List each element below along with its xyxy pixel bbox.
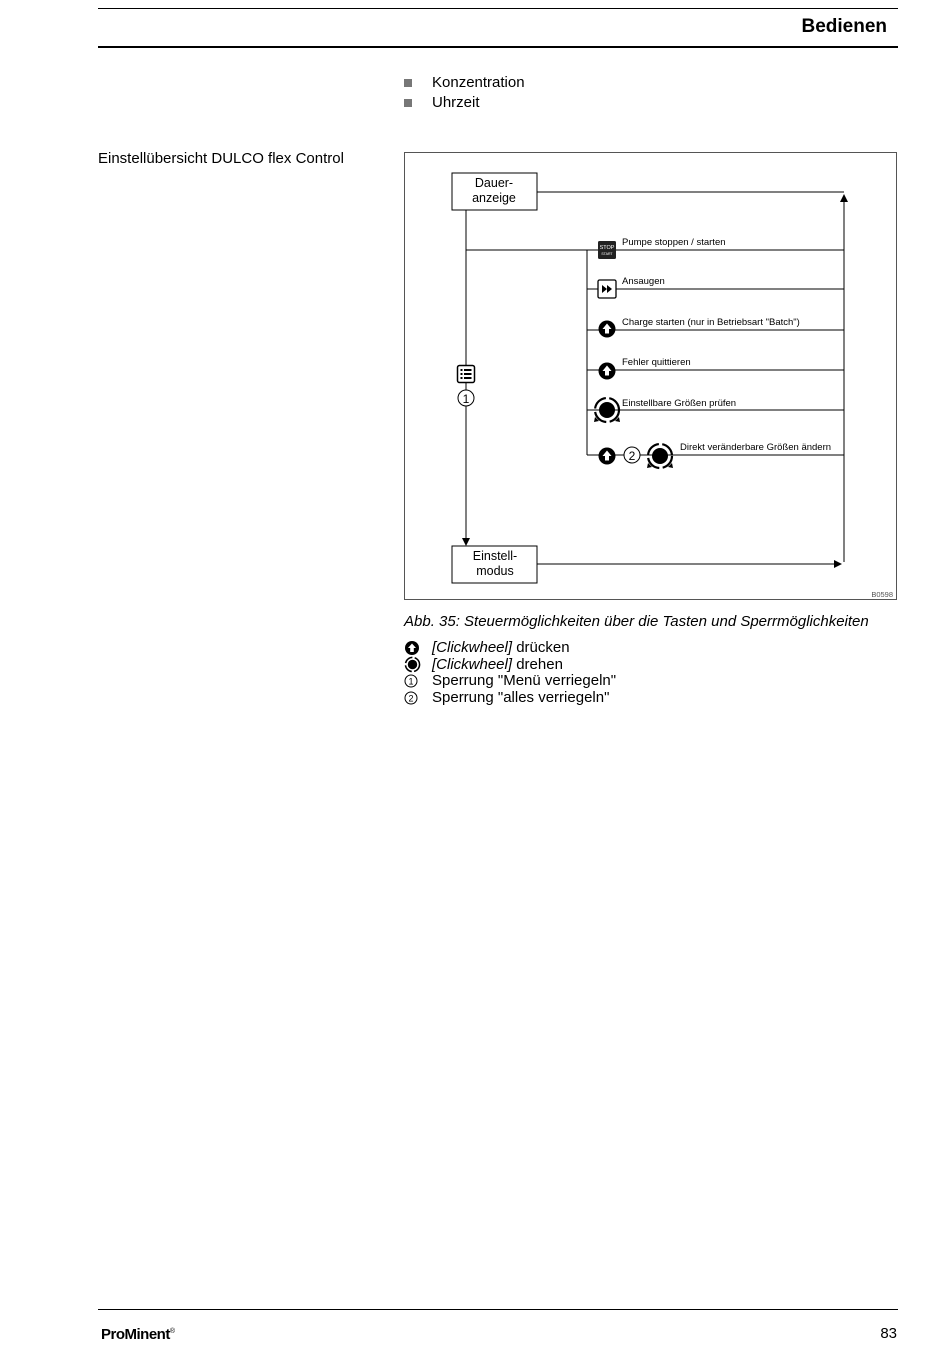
clickwheel-rotate-icon: [404, 656, 421, 673]
lock-2-marker: [624, 447, 640, 463]
stop-start-key-icon: [598, 241, 616, 259]
svg-text:2: 2: [628, 449, 636, 463]
square-bullet-icon: [404, 79, 412, 87]
legend-item: 2 Sperrung "alles verriegeln": [404, 690, 616, 707]
legend-list: [404, 640, 616, 706]
legend-item: 1 Sperrung "Menü verriegeln": [404, 673, 616, 690]
legend-item: [Clickwheel] drücken: [404, 640, 616, 657]
svg-text:2: 2: [408, 693, 414, 704]
control-diagram: [404, 152, 897, 600]
header-rule-thin: [98, 8, 898, 9]
svg-text:START: START: [601, 252, 613, 256]
branch-label: Fehler quittieren: [622, 357, 691, 368]
square-bullet-icon: [404, 99, 412, 107]
branch-label: Charge starten (nur in Betriebsart "Batch"): [622, 317, 800, 328]
svg-text:STOP: STOP: [599, 245, 615, 251]
clickwheel-press-icon: [599, 363, 616, 380]
page-number: 83: [880, 1325, 897, 1342]
lock-1-icon: [404, 674, 418, 688]
box-einstell-modus: [452, 546, 537, 583]
svg-text:anzeige: anzeige: [472, 191, 516, 205]
box-dauer-anzeige: [452, 173, 537, 210]
svg-text:Einstell-: Einstell-: [472, 549, 518, 563]
figure-caption: Abb. 35: Steuermöglichkeiten über die Tasten und Sperrmöglichkeiten: [404, 613, 869, 630]
legend-item: [Clickwheel] drehen: [404, 657, 616, 674]
bullet-list: [404, 73, 525, 113]
footer-rule: [98, 1309, 898, 1310]
clickwheel-press-icon: [404, 640, 420, 656]
svg-text:Dauer-: Dauer-: [474, 176, 514, 190]
figure-frame: [405, 153, 897, 600]
clickwheel-press-icon: [599, 321, 616, 338]
clickwheel-press-icon: [599, 448, 616, 465]
lock-1-marker: [458, 390, 474, 406]
fast-forward-key-icon: [598, 280, 616, 298]
prominent-logo: ProMinent®: [101, 1326, 175, 1343]
branch-label: Pumpe stoppen / starten: [622, 237, 726, 248]
svg-text:1: 1: [408, 676, 414, 687]
list-item: Uhrzeit: [404, 93, 525, 113]
page-title: Bedienen: [801, 16, 887, 37]
branch-label: Einstellbare Größen prüfen: [622, 398, 737, 409]
header-rule-thick: [98, 46, 898, 48]
branch-label: Direkt veränderbare Größen ändern: [680, 442, 832, 453]
list-item: Konzentration: [404, 73, 525, 93]
menu-key-icon: [458, 366, 475, 383]
lock-2-icon: [404, 691, 418, 705]
svg-text:modus: modus: [476, 564, 514, 578]
svg-text:1: 1: [462, 392, 470, 406]
figure-code: B0598: [871, 590, 893, 599]
section-heading: Einstellübersicht DULCO flex Control: [98, 150, 344, 167]
branch-label: Ansaugen: [622, 276, 665, 287]
